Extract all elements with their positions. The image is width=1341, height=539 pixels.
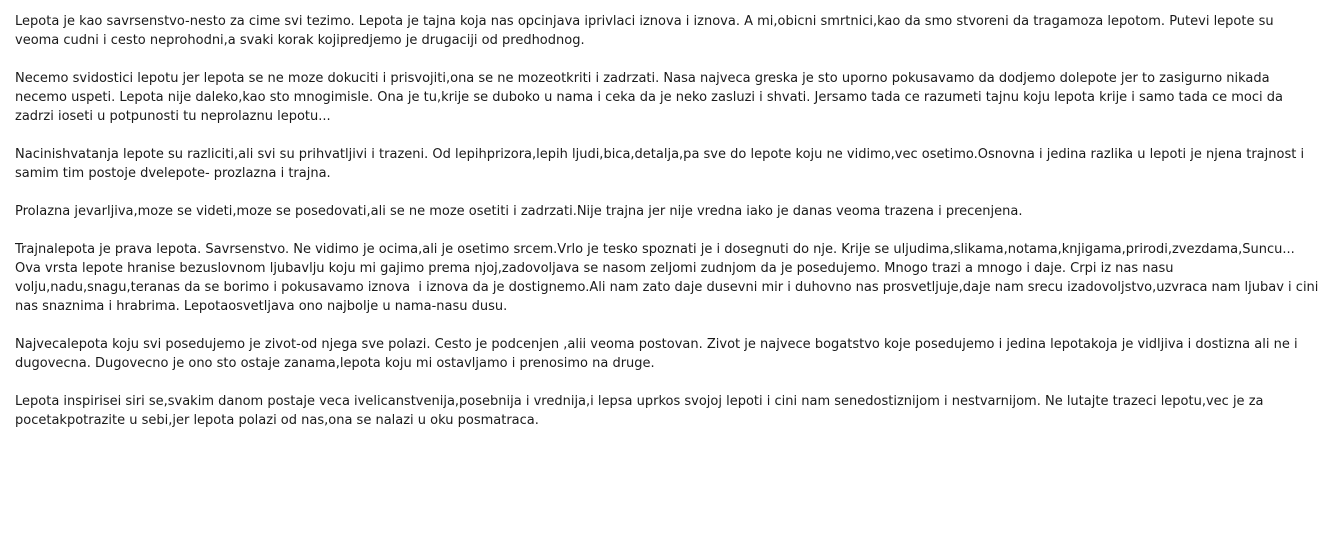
- document-body: [15, 12, 1320, 449]
- paragraph-6: [15, 335, 1320, 373]
- text-line: Nacinishvatanja lepote su razliciti,ali svi su prihvatljivi i trazeni. Od lepihprizora,lepih ljudi,bica,detalja,pa sve do lepote koju ne vidimo,vec osetimo.Osnovna i jedina razlika u lepoti je njena trajnost i: [15, 147, 1305, 162]
- text-line: Necemo svidostici lepotu jer lepota se ne moze dokuciti i prisvojiti,ona se ne mozeotkriti i zadrzati. Nasa najveca greska je sto uporno pokusavamo da dodjemo dolepote jer to zasigurno nikada: [15, 71, 1270, 86]
- text-line: volju,nadu,snagu,teranas da se borimo i pokusavamo iznova i iznova da je dostignemo.Ali nam zato daje dusevni mir i duhovno nas prosvetljuje,daje nam srecu izadovoljstvo,uzvraca nam ljubav i cini: [15, 280, 1319, 295]
- text-line: Ova vrsta lepote hranise bezuslovnom ljubavlju koju mi gajimo prema njoj,zadovoljava se nasom zeljomi zudnjom da je posedujemo. Mnogo trazi a mnogo i daje. Crpi iz nas nasu: [15, 261, 1174, 276]
- paragraph-2: [15, 69, 1320, 126]
- text-line: dugovecna. Dugovecno je ono sto ostaje zanama,lepota koju mi ostavljamo i prenosimo na druge.: [15, 356, 655, 371]
- text-line: Prolazna jevarljiva,moze se videti,moze se posedovati,ali se ne moze osetiti i zadrzati.Nije trajna jer nije vredna iako je danas veoma trazena i precenjena.: [15, 204, 1023, 219]
- paragraph-4: [15, 202, 1320, 221]
- paragraph-7: [15, 392, 1320, 430]
- text-line: nas snaznima i hrabrima. Lepotaosvetljava ono najbolje u nama-nasu dusu.: [15, 299, 508, 314]
- text-line: samim tim postoje dvelepote- prozlazna i trajna.: [15, 166, 331, 181]
- text-line: veoma cudni i cesto neprohodni,a svaki korak kojipredjemo je drugaciji od predhodnog.: [15, 33, 585, 48]
- text-line: zadrzi ioseti u potpunosti tu neprolaznu lepotu...: [15, 109, 331, 124]
- text-line: pocetakpotrazite u sebi,jer lepota polazi od nas,ona se nalazi u oku posmatraca.: [15, 413, 539, 428]
- paragraph-5: [15, 240, 1320, 316]
- text-line: Trajnalepota je prava lepota. Savrsenstvo. Ne vidimo je ocima,ali je osetimo srcem.Vrlo je tesko spoznati je i dosegnuti do nje. Krije se uljudima,slikama,notama,knjigama,prirodi,zvezdama,Suncu...: [15, 242, 1295, 257]
- text-line: Najvecalepota koju svi posedujemo je zivot-od njega sve polazi. Cesto je podcenjen ,alii veoma postovan. Zivot je najvece bogatstvo koje posedujemo i jedina lepotakoja je vidljiva i dostizna ali ne i: [15, 337, 1298, 352]
- text-line: necemo uspeti. Lepota nije daleko,kao sto mnogimisle. Ona je tu,krije se duboko u nama i ceka da je neko zasluzi i shvati. Jersamo tada ce razumeti tajnu koju lepota krije i samo tada ce moci da: [15, 90, 1283, 105]
- text-line: Lepota je kao savrsenstvo-nesto za cime svi tezimo. Lepota je tajna koja nas opcinjava iprivlaci iznova i iznova. A mi,obicni smrtnici,kao da smo stvoreni da tragamoza lepotom. Putevi lepote su: [15, 14, 1274, 29]
- paragraph-3: [15, 145, 1320, 183]
- text-line: Lepota inspirisei siri se,svakim danom postaje veca ivelicanstvenija,posebnija i vrednija,i lepsa uprkos svojoj lepoti i cini nam senedostiznijom i nestvarnijom. Ne lutajte trazeci lepotu,vec je za: [15, 394, 1264, 409]
- paragraph-1: [15, 12, 1320, 50]
